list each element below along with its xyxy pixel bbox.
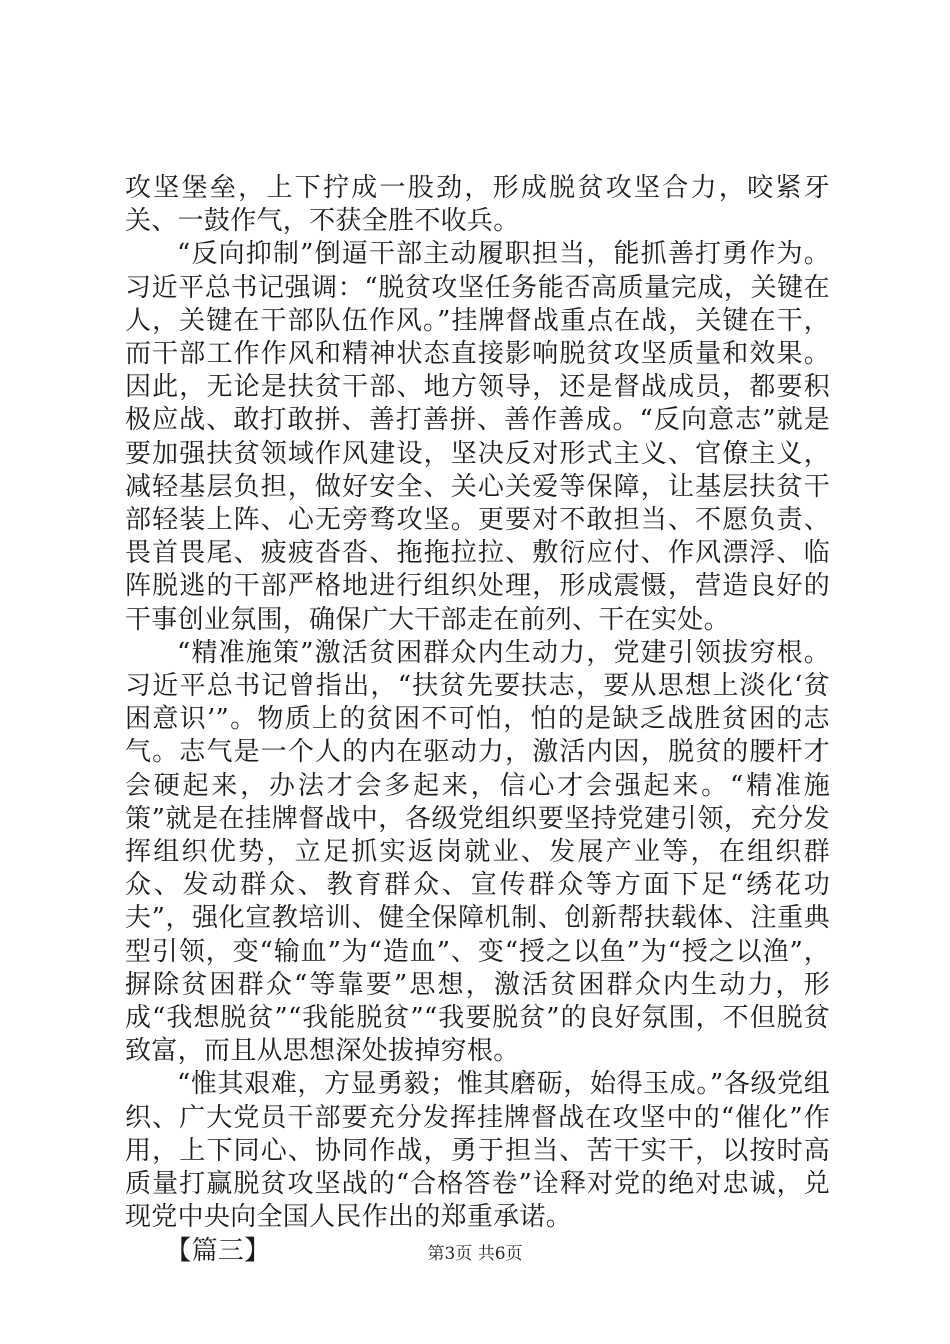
document-body xyxy=(125,172,830,1268)
section-heading: 【篇三】 xyxy=(165,1235,271,1266)
paragraph-continuation: 攻坚堡垒，上下拧成一股劲，形成脱贫攻坚合力，咬紧牙关、一鼓作气，不获全胜不收兵。 xyxy=(125,173,830,237)
paragraph-precise-policy: “精准施策”激活贫困群众内生动力，党建引领拔穷根。习近平总书记曾指出，“扶贫先要扶志，要从思想上淡化‘贫困意识’”。物质上的贫困不可怕，怕的是缺乏战胜贫困的志气。志气是一个人的内在驱动力，激活内因，脱贫的腰杆才会硬起来，办法才会多起来，信心才会强起来。“精准施策”就是在挂牌督战中，各级党组织要坚持党建引领，充分发挥组织优势，立足抓实返岗就业、发展产业等，在组织群众、发动群众、教育群众、宣传群众等方面下足“绣花功夫”，强化宣教培训、健全保障机制、创新帮扶载体、注重典型引领，变“输血”为“造血”、变“授之以鱼”为“授之以渔”，摒除贫困群众“等靠要”思想，激活贫困群众内生动力，形成“我想脱贫”“我能脱贫”“我要脱贫”的良好氛围，不但脱贫致富，而且从思想深处拔掉穷根。 xyxy=(125,637,830,1067)
paragraph-reverse-restraint: “反向抑制”倒逼干部主动履职担当，能抓善打勇作为。习近平总书记强调：“脱贫攻坚任务能否高质量完成，关键在人，关键在干部队伍作风。”挂牌督战重点在战，关键在干，而干部工作作风和精神状态直接影响脱贫攻坚质量和效果。因此，无论是扶贫干部、地方领导，还是督战成员，都要积极应战、敢打敢拼、善打善拼、善作善成。“反向意志”就是要加强扶贫领域作风建设，坚决反对形式主义、官僚主义，减轻基层负担，做好安全、关心关爱等保障，让基层扶贫干部轻装上阵、心无旁骛攻坚。更要对不敢担当、不愿负责、畏首畏尾、疲疲沓沓、拖拖拉拉、敷衍应付、作风漂浮、临阵脱逃的干部严格地进行组织处理，形成震慑，营造良好的干事创业氛围，确保广大干部走在前列、干在实处。 xyxy=(125,239,830,635)
page-number-label: 第3页 共6页 xyxy=(427,1244,523,1264)
paragraph-conclusion: “惟其艰难，方显勇毅；惟其磨砺，始得玉成。”各级党组织、广大党员干部要充分发挥挂牌督战在攻坚中的“催化”作用，上下同心、协同作战，勇于担当、苦干实干，以按时高质量打赢脱贫攻坚战的“合格答卷”诠释对党的绝对忠诚，兑现党中央向全国人民作出的郑重承诺。 xyxy=(125,1069,830,1233)
page-footer xyxy=(0,1243,950,1265)
